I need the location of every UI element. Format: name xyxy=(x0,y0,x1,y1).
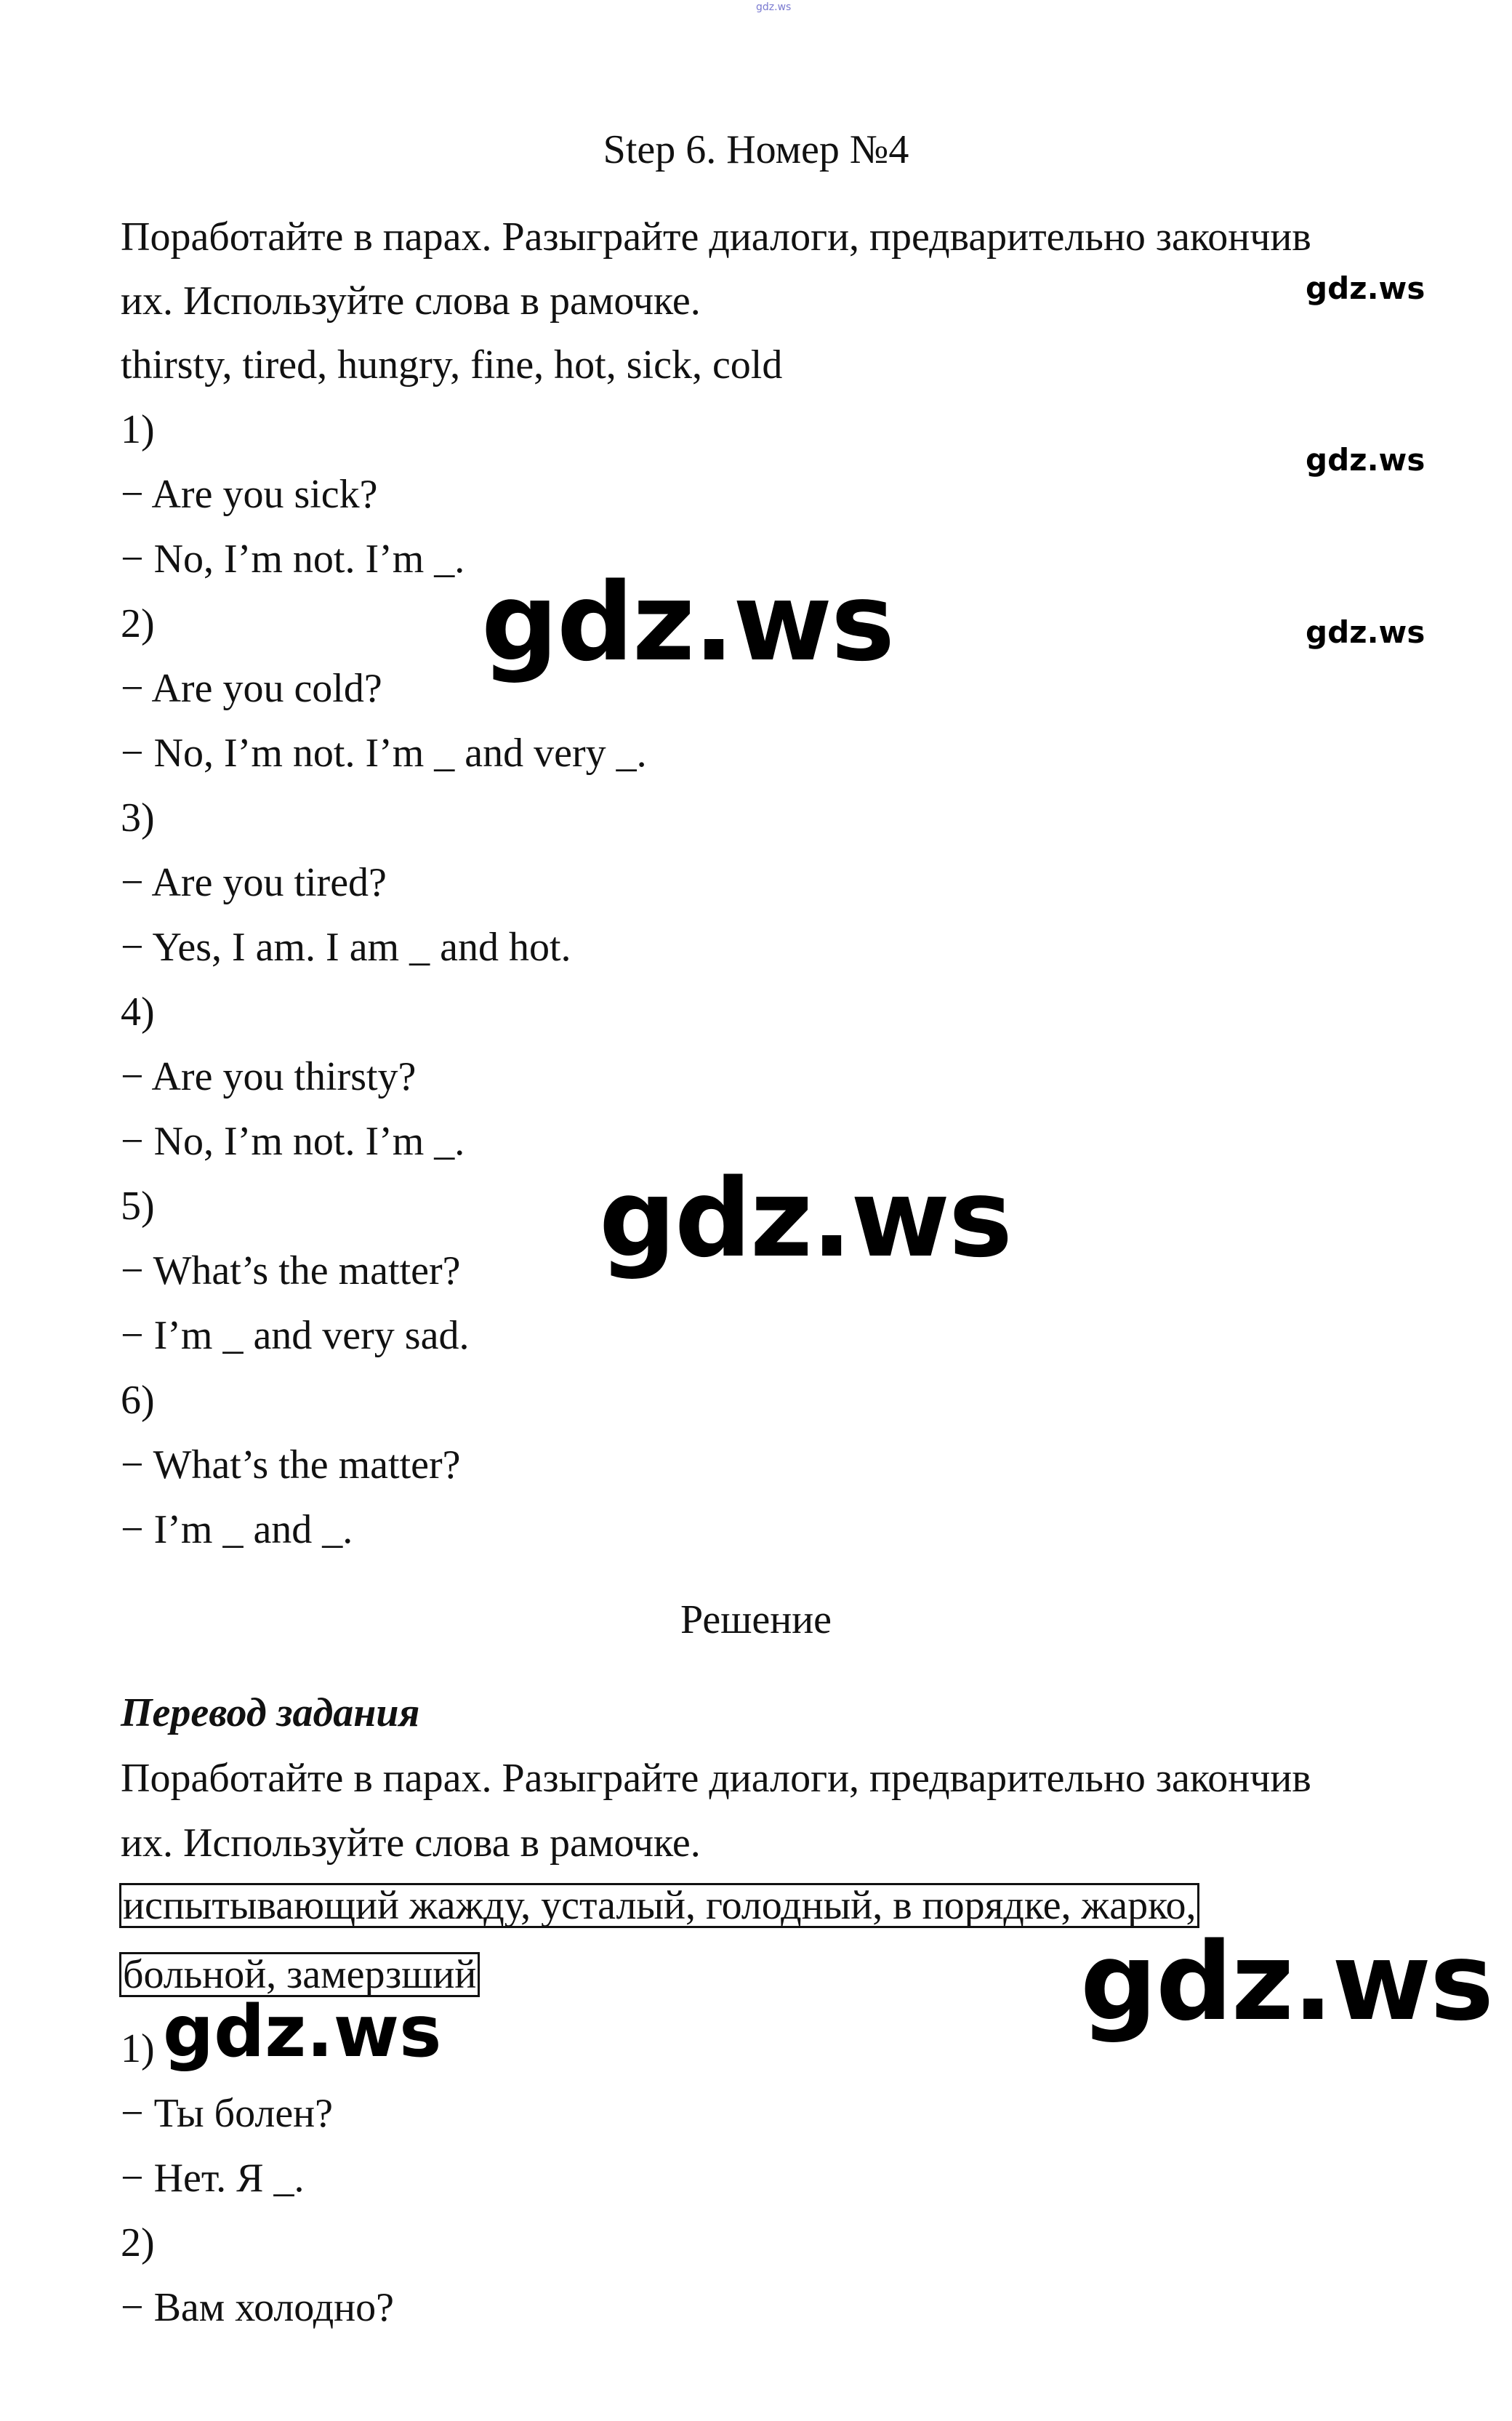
word-box-text: thirsty, tired, hungry, fine, hot, sick, cold xyxy=(121,342,783,388)
dialogue-6-number: 6) xyxy=(121,1378,155,1423)
dialogue-1-question: − Are you sick? xyxy=(121,472,378,517)
watermark-large-2: gdz.ws xyxy=(599,1156,1012,1281)
solution-dialogue-1-number: 1) xyxy=(121,2026,155,2071)
dialogue-6-answer: − I’m _ and _. xyxy=(121,1507,353,1552)
dialogue-1-answer: − No, I’m not. I’m _. xyxy=(121,537,465,582)
solution-instruction-line-2: их. Используйте слова в рамочке. xyxy=(121,1820,701,1866)
dialogue-5-answer: − I’m _ and very sad. xyxy=(121,1313,470,1358)
dialogue-2-number: 2) xyxy=(121,601,155,646)
dialogue-6-question: − What’s the matter? xyxy=(121,1442,461,1487)
dialogue-4-question: − Are you thirsty? xyxy=(121,1054,417,1099)
watermark-small-3: gdz.ws xyxy=(1306,614,1425,650)
solution-dialogue-2-number: 2) xyxy=(121,2220,155,2265)
watermark-large-1: gdz.ws xyxy=(481,560,894,685)
solution-heading: Решение xyxy=(680,1597,832,1642)
dialogue-5-question: − What’s the matter? xyxy=(121,1248,461,1293)
dialogue-3-answer: − Yes, I am. I am _ and hot. xyxy=(121,925,571,970)
dialogue-5-number: 5) xyxy=(121,1184,155,1229)
dialogue-4-number: 4) xyxy=(121,989,155,1035)
dialogue-2-question: − Are you cold? xyxy=(121,666,382,711)
solution-dialogue-2-question: − Вам холодно? xyxy=(121,2285,395,2330)
solution-dialogue-1-answer: − Нет. Я _. xyxy=(121,2156,305,2201)
solution-instruction-line-1: Поработайте в парах. Разыграйте диалоги, предварительно закончив xyxy=(121,1756,1311,1801)
task-instruction-line-1: Поработайте в парах. Разыграйте диалоги, предварительно закончив xyxy=(121,214,1311,260)
solution-word-box-line-2: больной, замерзший xyxy=(119,1952,480,1997)
solution-dialogue-1-question: − Ты болен? xyxy=(121,2091,334,2136)
solution-word-box-line-1: испытывающий жажду, усталый, голодный, в порядке, жарко, xyxy=(119,1883,1199,1928)
dialogue-3-number: 3) xyxy=(121,795,155,840)
watermark-small-1: gdz.ws xyxy=(1306,270,1425,306)
page-title: Step 6. Номер №4 xyxy=(603,127,909,172)
dialogue-2-answer: − No, I’m not. I’m _ and very _. xyxy=(121,731,647,776)
dialogue-1-number: 1) xyxy=(121,407,155,452)
watermark-small-2: gdz.ws xyxy=(1306,442,1425,478)
top-watermark: gdz.ws xyxy=(756,1,792,13)
translation-heading: Перевод задания xyxy=(121,1690,420,1735)
task-instruction-line-2: их. Используйте слова в рамочке. xyxy=(121,278,701,324)
dialogue-4-answer: − No, I’m not. I’m _. xyxy=(121,1119,465,1164)
dialogue-3-question: − Are you tired? xyxy=(121,860,387,905)
watermark-medium: gdz.ws xyxy=(163,1991,442,2073)
watermark-large-3: gdz.ws xyxy=(1080,1919,1493,2044)
